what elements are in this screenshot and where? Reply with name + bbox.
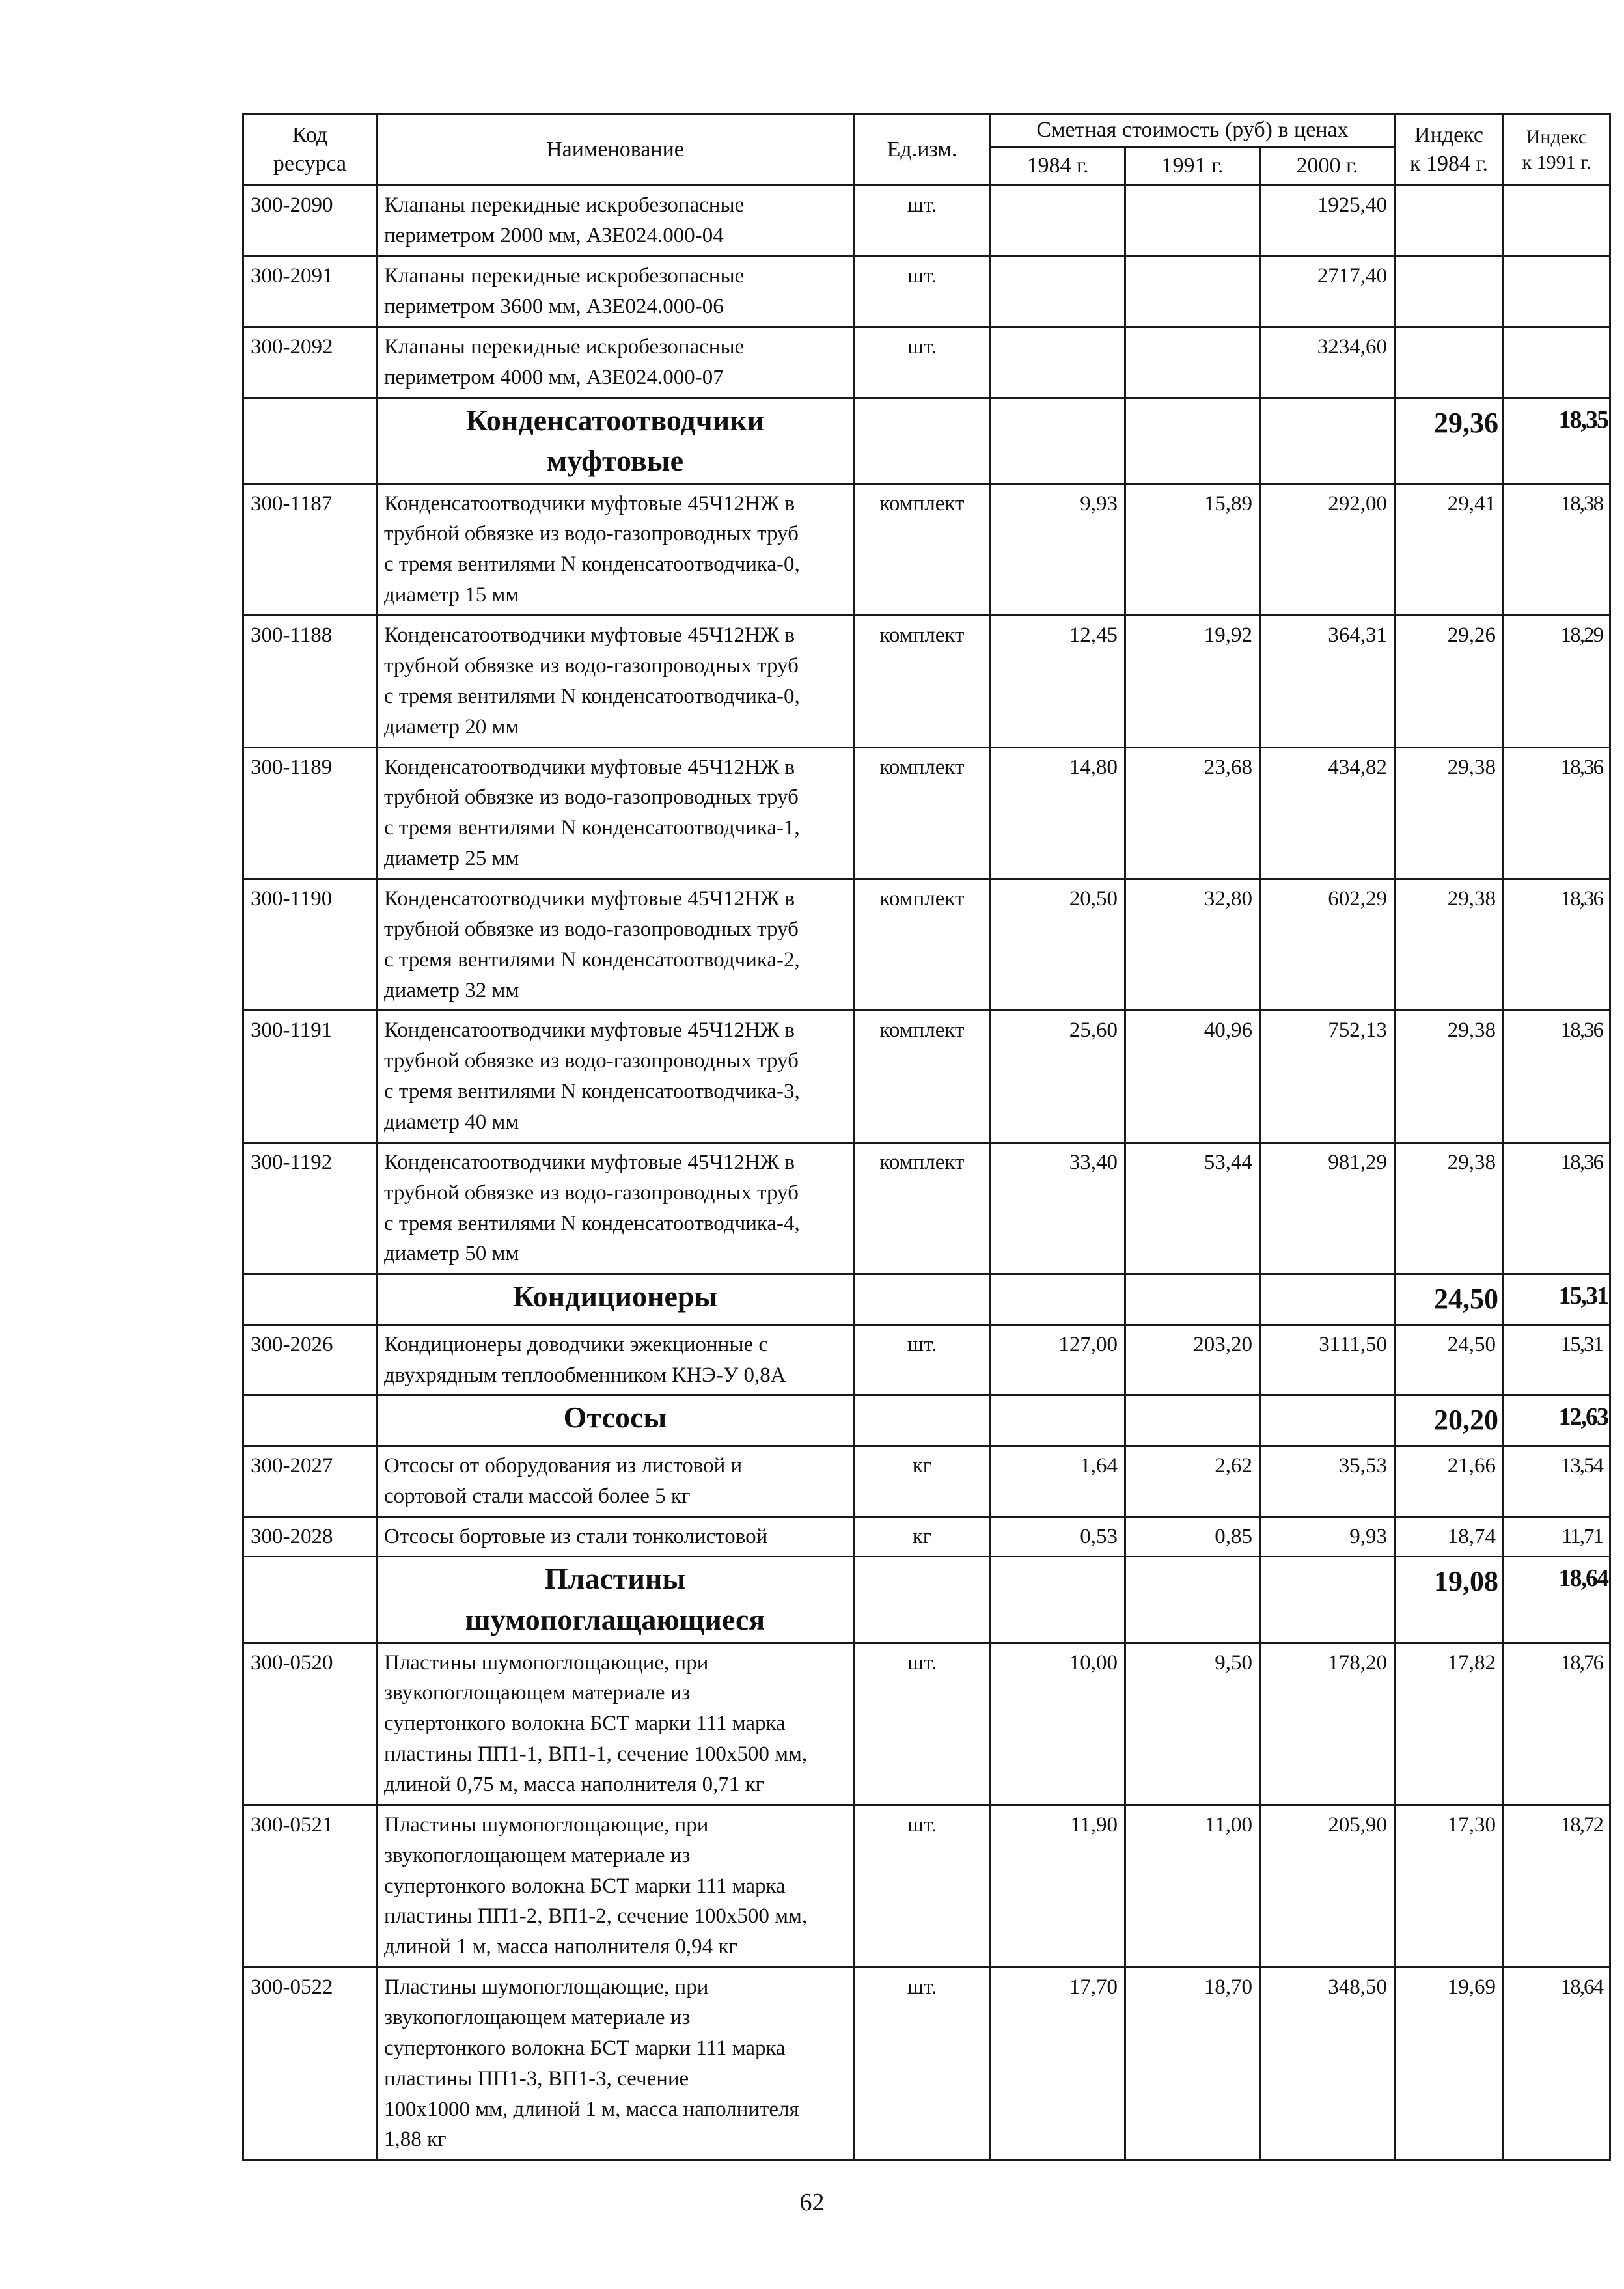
price-1984: 33,40 xyxy=(991,1142,1125,1274)
header-unit: Ед.изм. xyxy=(854,114,991,185)
section-unit-cell xyxy=(854,1557,991,1643)
price-1991: 15,89 xyxy=(1125,484,1260,615)
section-index-1991: 18,64 xyxy=(1504,1557,1610,1643)
price-1991: 40,96 xyxy=(1125,1011,1260,1142)
price-1991: 23,68 xyxy=(1125,747,1260,879)
section-index-1984: 24,50 xyxy=(1395,1274,1504,1324)
resource-code: 300-1189 xyxy=(243,747,377,879)
resource-code: 300-2027 xyxy=(243,1446,377,1516)
section-price-2000-cell xyxy=(1260,1395,1395,1446)
unit-of-measure: комплект xyxy=(854,1142,991,1274)
price-1984: 127,00 xyxy=(991,1324,1125,1395)
section-index-1991: 12,63 xyxy=(1504,1395,1610,1446)
index-1991: 18,38 xyxy=(1504,484,1610,615)
index-1984: 29,38 xyxy=(1395,747,1504,879)
header-year-2000: 2000 г. xyxy=(1260,147,1395,185)
unit-of-measure: кг xyxy=(854,1446,991,1516)
price-1984: 1,64 xyxy=(991,1446,1125,1516)
section-code-cell xyxy=(243,1395,377,1446)
table-body xyxy=(243,185,1610,2160)
unit-of-measure: комплект xyxy=(854,616,991,747)
section-index-1984: 19,08 xyxy=(1395,1557,1504,1643)
price-2000: 9,93 xyxy=(1260,1516,1395,1557)
index-1984 xyxy=(1395,185,1504,256)
table-row xyxy=(243,1643,1610,1805)
section-price-1991-cell xyxy=(1125,1274,1260,1324)
index-1991: 18,76 xyxy=(1504,1643,1610,1805)
index-1984: 29,38 xyxy=(1395,879,1504,1010)
section-price-1984-cell xyxy=(991,1395,1125,1446)
unit-of-measure: шт. xyxy=(854,1967,991,2160)
section-row xyxy=(243,1395,1610,1446)
index-1984 xyxy=(1395,327,1504,398)
resource-name: Пластины шумопоглощающие, при звукопоглощающем материале из супертонкого волокна БСТ марки 111 марка пластины ПП1-3, ВП1-3, сечение 100х1000 мм, длиной 1 м, масса наполнителя 1,88 кг xyxy=(377,1967,854,2160)
price-2000: 434,82 xyxy=(1260,747,1395,879)
price-1991: 11,00 xyxy=(1125,1805,1260,1967)
resource-code: 300-0521 xyxy=(243,1805,377,1967)
section-unit-cell xyxy=(854,1395,991,1446)
resource-code: 300-2092 xyxy=(243,327,377,398)
resource-code: 300-2026 xyxy=(243,1324,377,1395)
index-1984: 18,74 xyxy=(1395,1516,1504,1557)
resource-code: 300-0522 xyxy=(243,1967,377,2160)
resource-name: Пластины шумопоглощающие, при звукопоглощающем материале из супертонкого волокна БСТ марки 111 марка пластины ПП1-1, ВП1-1, сечение 100х500 мм, длиной 0,75 м, масса наполнителя 0,71 кг xyxy=(377,1643,854,1805)
section-row xyxy=(243,1274,1610,1324)
index-1991 xyxy=(1504,185,1610,256)
section-price-1991-cell xyxy=(1125,1557,1260,1643)
section-price-1991-cell xyxy=(1125,1395,1260,1446)
unit-of-measure: шт. xyxy=(854,256,991,327)
index-1991: 18,36 xyxy=(1504,1142,1610,1274)
unit-of-measure: шт. xyxy=(854,1324,991,1395)
header-year-1984: 1984 г. xyxy=(991,147,1125,185)
index-1991 xyxy=(1504,256,1610,327)
price-1991: 32,80 xyxy=(1125,879,1260,1010)
index-1991: 18,36 xyxy=(1504,1011,1610,1142)
section-title: Отсосы xyxy=(377,1395,854,1446)
section-price-2000-cell xyxy=(1260,1557,1395,1643)
resource-code: 300-1190 xyxy=(243,879,377,1010)
resource-code: 300-2091 xyxy=(243,256,377,327)
index-1984: 17,82 xyxy=(1395,1643,1504,1805)
price-2000: 602,29 xyxy=(1260,879,1395,1010)
price-1984: 0,53 xyxy=(991,1516,1125,1557)
table-row xyxy=(243,327,1610,398)
resource-name: Пластины шумопоглощающие, при звукопоглощающем материале из супертонкого волокна БСТ марки 111 марка пластины ПП1-2, ВП1-2, сечение 100х500 мм, длиной 1 м, масса наполнителя 0,94 кг xyxy=(377,1805,854,1967)
header-code: Код ресурса xyxy=(243,114,377,185)
table-row xyxy=(243,747,1610,879)
resource-code: 300-2028 xyxy=(243,1516,377,1557)
section-row xyxy=(243,398,1610,484)
resource-code: 300-0520 xyxy=(243,1643,377,1805)
index-1991 xyxy=(1504,327,1610,398)
unit-of-measure: шт. xyxy=(854,185,991,256)
price-2000: 752,13 xyxy=(1260,1011,1395,1142)
index-1991: 18,36 xyxy=(1504,879,1610,1010)
table-row xyxy=(243,1805,1610,1967)
index-1991: 18,72 xyxy=(1504,1805,1610,1967)
section-index-1984: 20,20 xyxy=(1395,1395,1504,1446)
price-1984: 10,00 xyxy=(991,1643,1125,1805)
resource-name: Отсосы бортовые из стали тонколистовой xyxy=(377,1516,854,1557)
resource-name: Клапаны перекидные искробезопасные периметром 2000 мм, АЗЕ024.000-04 xyxy=(377,185,854,256)
table-row xyxy=(243,1967,1610,2160)
section-code-cell xyxy=(243,398,377,484)
index-1984: 24,50 xyxy=(1395,1324,1504,1395)
price-1991 xyxy=(1125,256,1260,327)
price-1991: 2,62 xyxy=(1125,1446,1260,1516)
price-table-sheet xyxy=(242,113,1609,2161)
price-2000: 981,29 xyxy=(1260,1142,1395,1274)
index-1984: 29,26 xyxy=(1395,616,1504,747)
price-1984: 9,93 xyxy=(991,484,1125,615)
price-1991: 203,20 xyxy=(1125,1324,1260,1395)
price-2000: 3111,50 xyxy=(1260,1324,1395,1395)
resource-name: Конденсатоотводчики муфтовые 45Ч12НЖ в трубной обвязке из водо-газопроводных труб с тремя вентилями N конденсатоотводчика-4, диаметр 50 мм xyxy=(377,1142,854,1274)
resource-name: Кондиционеры доводчики эжекционные с двухрядным теплообменником КНЭ-У 0,8А xyxy=(377,1324,854,1395)
price-2000: 3234,60 xyxy=(1260,327,1395,398)
price-2000: 348,50 xyxy=(1260,1967,1395,2160)
price-2000: 205,90 xyxy=(1260,1805,1395,1967)
index-1991: 15,31 xyxy=(1504,1324,1610,1395)
index-1984: 21,66 xyxy=(1395,1446,1504,1516)
section-price-1984-cell xyxy=(991,1274,1125,1324)
price-1984: 11,90 xyxy=(991,1805,1125,1967)
price-1991: 53,44 xyxy=(1125,1142,1260,1274)
unit-of-measure: комплект xyxy=(854,484,991,615)
price-1991: 18,70 xyxy=(1125,1967,1260,2160)
price-1991 xyxy=(1125,327,1260,398)
price-1984: 12,45 xyxy=(991,616,1125,747)
resource-code: 300-2090 xyxy=(243,185,377,256)
price-1984: 17,70 xyxy=(991,1967,1125,2160)
resource-name: Конденсатоотводчики муфтовые 45Ч12НЖ в трубной обвязке из водо-газопроводных труб с тремя вентилями N конденсатоотводчика-0, диаметр 15 мм xyxy=(377,484,854,615)
index-1984: 29,41 xyxy=(1395,484,1504,615)
table-row xyxy=(243,1011,1610,1142)
table-row xyxy=(243,1324,1610,1395)
resource-code: 300-1192 xyxy=(243,1142,377,1274)
header-year-1991: 1991 г. xyxy=(1125,147,1260,185)
table-row xyxy=(243,1516,1610,1557)
price-1991: 19,92 xyxy=(1125,616,1260,747)
index-1984: 17,30 xyxy=(1395,1805,1504,1967)
price-2000: 292,00 xyxy=(1260,484,1395,615)
price-1984 xyxy=(991,327,1125,398)
table-row xyxy=(243,879,1610,1010)
price-1984: 25,60 xyxy=(991,1011,1125,1142)
resource-name: Конденсатоотводчики муфтовые 45Ч12НЖ в трубной обвязке из водо-газопроводных труб с тремя вентилями N конденсатоотводчика-1, диаметр 25 мм xyxy=(377,747,854,879)
index-1991: 11,71 xyxy=(1504,1516,1610,1557)
resource-name: Клапаны перекидные искробезопасные периметром 4000 мм, АЗЕ024.000-07 xyxy=(377,327,854,398)
header-name: Наименование xyxy=(377,114,854,185)
section-row xyxy=(243,1557,1610,1643)
price-2000: 2717,40 xyxy=(1260,256,1395,327)
index-1984: 29,38 xyxy=(1395,1011,1504,1142)
resource-code: 300-1191 xyxy=(243,1011,377,1142)
index-1991: 18,36 xyxy=(1504,747,1610,879)
header-index-1991: Индекс к 1991 г. xyxy=(1504,114,1610,185)
price-table xyxy=(242,113,1611,2161)
price-1991: 0,85 xyxy=(1125,1516,1260,1557)
resource-name: Отсосы от оборудования из листовой и сортовой стали массой более 5 кг xyxy=(377,1446,854,1516)
unit-of-measure: комплект xyxy=(854,879,991,1010)
unit-of-measure: шт. xyxy=(854,1643,991,1805)
index-1984: 29,38 xyxy=(1395,1142,1504,1274)
section-code-cell xyxy=(243,1557,377,1643)
resource-code: 300-1188 xyxy=(243,616,377,747)
price-1984: 20,50 xyxy=(991,879,1125,1010)
header-row-1 xyxy=(243,114,1610,147)
price-1984 xyxy=(991,256,1125,327)
table-row xyxy=(243,484,1610,615)
section-price-1984-cell xyxy=(991,398,1125,484)
index-1984: 19,69 xyxy=(1395,1967,1504,2160)
price-2000: 178,20 xyxy=(1260,1643,1395,1805)
section-code-cell xyxy=(243,1274,377,1324)
unit-of-measure: комплект xyxy=(854,1011,991,1142)
resource-name: Конденсатоотводчики муфтовые 45Ч12НЖ в трубной обвязке из водо-газопроводных труб с тремя вентилями N конденсатоотводчика-2, диаметр 32 мм xyxy=(377,879,854,1010)
price-1984 xyxy=(991,185,1125,256)
section-unit-cell xyxy=(854,1274,991,1324)
unit-of-measure: шт. xyxy=(854,1805,991,1967)
price-1991: 9,50 xyxy=(1125,1643,1260,1805)
index-1991: 18,29 xyxy=(1504,616,1610,747)
index-1991: 13,54 xyxy=(1504,1446,1610,1516)
section-price-1984-cell xyxy=(991,1557,1125,1643)
section-unit-cell xyxy=(854,398,991,484)
unit-of-measure: комплект xyxy=(854,747,991,879)
price-2000: 35,53 xyxy=(1260,1446,1395,1516)
unit-of-measure: шт. xyxy=(854,327,991,398)
table-row xyxy=(243,616,1610,747)
section-title: Пластины шумопоглащающиеся xyxy=(377,1557,854,1643)
section-index-1984: 29,36 xyxy=(1395,398,1504,484)
resource-name: Конденсатоотводчики муфтовые 45Ч12НЖ в трубной обвязке из водо-газопроводных труб с тремя вентилями N конденсатоотводчика-3, диаметр 40 мм xyxy=(377,1011,854,1142)
price-2000: 364,31 xyxy=(1260,616,1395,747)
unit-of-measure: кг xyxy=(854,1516,991,1557)
section-title: Кондиционеры xyxy=(377,1274,854,1324)
price-1984: 14,80 xyxy=(991,747,1125,879)
header-index-1984: Индекс к 1984 г. xyxy=(1395,114,1504,185)
section-index-1991: 15,31 xyxy=(1504,1274,1610,1324)
price-1991 xyxy=(1125,185,1260,256)
resource-code: 300-1187 xyxy=(243,484,377,615)
section-price-2000-cell xyxy=(1260,398,1395,484)
price-2000: 1925,40 xyxy=(1260,185,1395,256)
table-row xyxy=(243,1446,1610,1516)
resource-name: Конденсатоотводчики муфтовые 45Ч12НЖ в трубной обвязке из водо-газопроводных труб с тремя вентилями N конденсатоотводчика-0, диаметр 20 мм xyxy=(377,616,854,747)
header-cost-group: Сметная стоимость (руб) в ценах xyxy=(991,114,1395,147)
section-price-2000-cell xyxy=(1260,1274,1395,1324)
index-1984 xyxy=(1395,256,1504,327)
section-index-1991: 18,35 xyxy=(1504,398,1610,484)
table-row xyxy=(243,1142,1610,1274)
section-title: Конденсатоотводчики муфтовые xyxy=(377,398,854,484)
index-1991: 18,64 xyxy=(1504,1967,1610,2160)
page-number: 62 xyxy=(799,2189,825,2216)
section-price-1991-cell xyxy=(1125,398,1260,484)
table-row xyxy=(243,185,1610,256)
resource-name: Клапаны перекидные искробезопасные периметром 3600 мм, АЗЕ024.000-06 xyxy=(377,256,854,327)
table-row xyxy=(243,256,1610,327)
